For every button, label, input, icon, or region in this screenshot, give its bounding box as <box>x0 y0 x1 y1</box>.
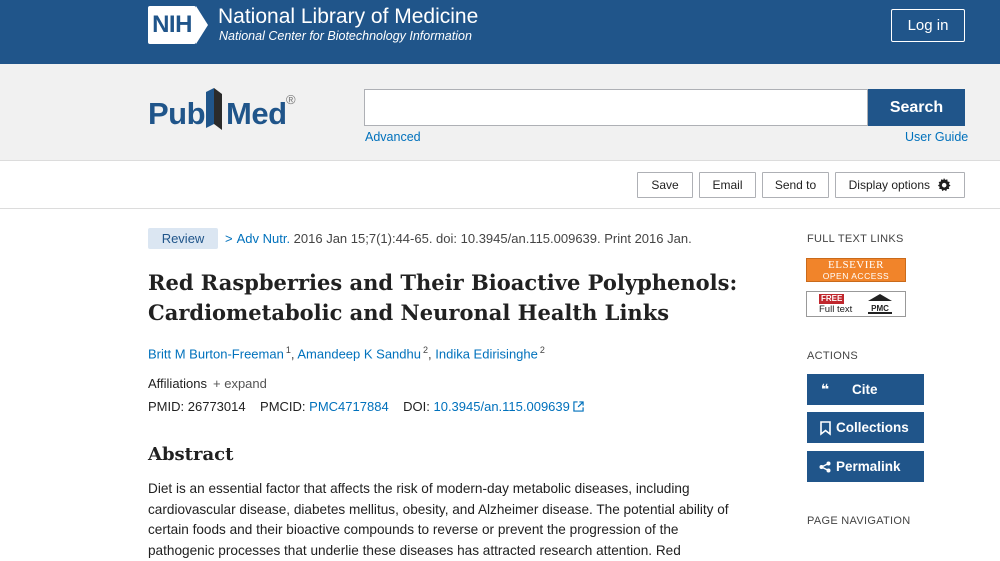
pmid-value: 26773014 <box>187 399 246 414</box>
actions-heading: ACTIONS <box>807 350 858 362</box>
author-separator: , <box>290 346 295 362</box>
pmc-full-text-link[interactable] <box>806 291 906 317</box>
expand-label: + expand <box>213 376 267 391</box>
pmcid-link[interactable]: PMC4717884 <box>309 399 389 414</box>
affiliations-label: Affiliations <box>148 376 208 391</box>
login-button[interactable]: Log in <box>891 9 965 42</box>
author-list <box>148 345 545 361</box>
open-access-label: OPEN ACCESS <box>822 271 890 281</box>
chevron-right-icon: > <box>225 231 233 246</box>
cite-button[interactable] <box>807 374 924 405</box>
permalink-button[interactable] <box>807 451 924 482</box>
display-options-label: Display options <box>848 178 931 192</box>
author-link[interactable]: Indika Edirisinghe <box>435 346 538 362</box>
elsevier-full-text-link[interactable] <box>806 258 906 282</box>
nih-logo-arrow-icon <box>196 6 208 44</box>
bookmark-icon <box>817 412 833 443</box>
pubmed-logo-pub: Pub <box>148 96 206 131</box>
page-navigation-heading: PAGE NAVIGATION <box>807 515 911 527</box>
collections-label: Collections <box>836 420 909 435</box>
save-button[interactable]: Save <box>637 172 693 198</box>
cite-label: Cite <box>852 382 878 397</box>
nih-logo-text: NIH <box>148 6 196 44</box>
affiliation-number[interactable]: 1 <box>285 345 291 355</box>
pubmed-book-icon <box>204 88 224 130</box>
journal-link[interactable]: Adv Nutr. <box>236 231 291 246</box>
affiliation-number[interactable]: 2 <box>422 345 428 355</box>
user-guide-link[interactable]: User Guide <box>905 130 969 144</box>
abstract-text: Diet is an essential factor that affects the risk of modern-day metabolic diseases, including cardiovascular disease, diabetes mellitus, obesity, and Alzheimer disease. The potential ability of certain foods and their bioactive compounds to reverse or prevent the progression of the pathogenic processes that underlie these diseases has attracted research attention. Red <box>148 481 729 558</box>
advanced-search-link[interactable]: Advanced <box>365 130 421 144</box>
pmid-label: PMID: <box>148 399 185 414</box>
permalink-label: Permalink <box>836 459 901 474</box>
pmc-label: PMC <box>871 304 889 313</box>
nih-header <box>0 0 1000 64</box>
abstract-heading: Abstract <box>148 444 234 465</box>
author-separator: , <box>428 346 432 362</box>
search-input[interactable] <box>364 89 868 126</box>
author-link[interactable]: Amandeep K Sandhu <box>297 346 421 362</box>
display-options-button[interactable] <box>835 172 965 198</box>
external-link-icon <box>573 401 584 412</box>
registered-mark: ® <box>286 92 296 107</box>
email-button[interactable]: Email <box>699 172 756 198</box>
pubmed-logo-med: Med <box>226 96 287 131</box>
identifiers <box>148 399 584 414</box>
full-text-label: Full text <box>819 304 853 315</box>
doi-link[interactable]: 10.3945/an.115.009639 <box>433 399 570 414</box>
citation-line <box>225 231 692 246</box>
pmcid-label: PMCID: <box>260 399 306 414</box>
share-icon <box>817 451 833 482</box>
article-title: Red Raspberries and Their Bioactive Polyphenols: Cardiometabolic and Neuronal Health Links <box>148 270 738 325</box>
full-text-links-heading: FULL TEXT LINKS <box>807 233 904 245</box>
pubmed-logo[interactable] <box>148 88 308 138</box>
affiliation-number[interactable]: 2 <box>539 345 545 355</box>
citation-details: 2016 Jan 15;7(1):44-65. doi: 10.3945/an.115.009639. Print 2016 Jan. <box>290 231 692 246</box>
elsevier-logo-text: ELSEVIER <box>828 259 884 271</box>
author-link[interactable]: Britt M Burton-Freeman <box>148 346 284 362</box>
collections-button[interactable] <box>807 412 924 443</box>
nih-logo[interactable] <box>148 6 210 44</box>
review-badge: Review <box>148 228 218 249</box>
nlm-subtitle[interactable]: National Center for Biotechnology Information <box>219 29 472 43</box>
search-button[interactable]: Search <box>868 89 965 126</box>
nlm-title[interactable]: National Library of Medicine <box>218 5 479 28</box>
doi-label: DOI: <box>403 399 430 414</box>
send-to-button[interactable]: Send to <box>762 172 829 198</box>
free-badge: FREE <box>821 294 843 303</box>
affiliations-toggle[interactable] <box>148 376 267 391</box>
gear-icon <box>937 178 951 192</box>
quote-icon: ❝ <box>820 381 830 397</box>
search-band <box>0 64 1000 161</box>
action-toolbar <box>0 161 1000 209</box>
pmc-building-icon <box>865 293 895 315</box>
